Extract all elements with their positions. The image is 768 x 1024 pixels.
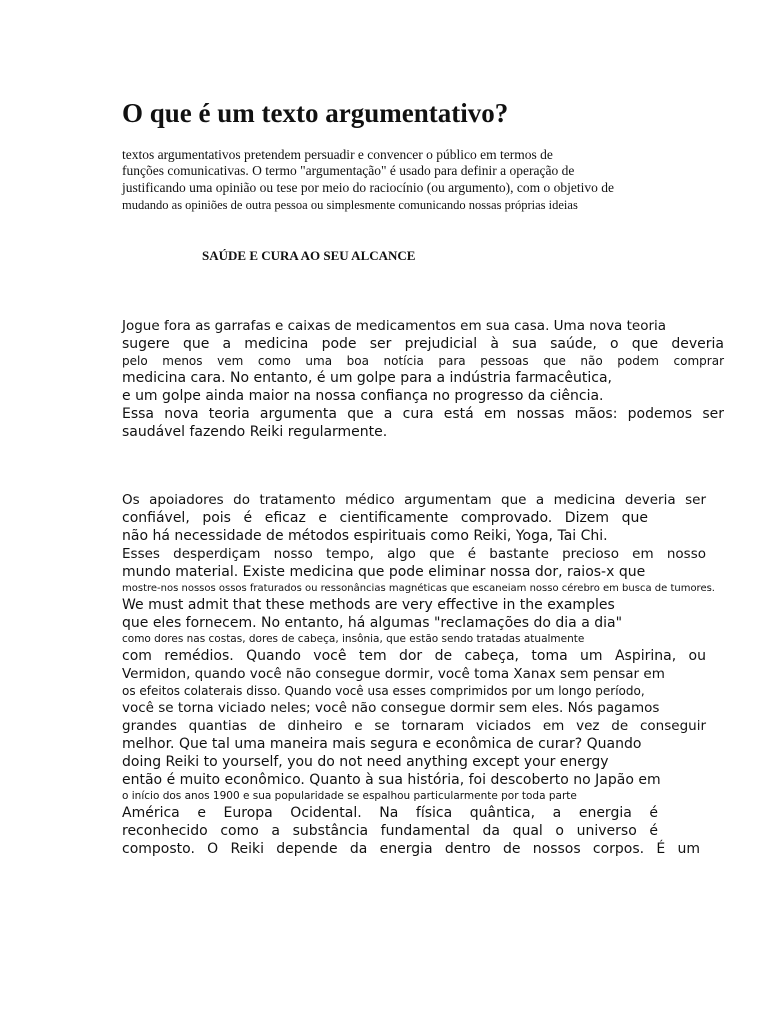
paragraph-line: reconhecido como a substância fundamental da qual o universo é (122, 823, 658, 839)
intro-line: mudando as opiniões de outra pessoa ou simplesmente comunicando nossas próprias ideias (122, 198, 578, 212)
paragraph-line: Jogue fora as garrafas e caixas de medicamentos em sua casa. Uma nova teoria (122, 318, 667, 334)
paragraph-line: então é muito econômico. Quanto à sua história, foi descoberto no Japão em (122, 772, 661, 788)
paragraph-line: com remédios. Quando você tem dor de cabeça, toma um Aspirina, ou (122, 648, 706, 664)
paragraph-line: mostre-nos nossos ossos fraturados ou ressonâncias magnéticas que escaneiam nosso cérebro em busca de tumores. (122, 583, 715, 594)
paragraph-line: sugere que a medicina pode ser prejudicial à sua saúde, o que deveria (122, 336, 724, 352)
paragraph-line: grandes quantias de dinheiro e se tornaram viciados em vez de conseguir (122, 718, 706, 734)
paragraph-line: que eles fornecem. No entanto, há algumas "reclamações do dia a dia" (122, 615, 623, 631)
paragraph-line: América e Europa Ocidental. Na física quântica, a energia é (122, 805, 658, 821)
paragraph-line: Vermidon, quando você não consegue dormir, você toma Xanax sem pensar em (122, 666, 665, 682)
paragraph-line: como dores nas costas, dores de cabeça, insônia, que estão sendo tratadas atualmente (122, 633, 585, 645)
paragraph-line: composto. O Reiki depende da energia dentro de nossos corpos. É um (122, 841, 700, 857)
paragraph-line: Essa nova teoria argumenta que a cura está em nossas mãos: podemos ser (122, 406, 724, 422)
paragraph-line: você se torna viciado neles; você não consegue dormir sem eles. Nós pagamos (122, 700, 660, 716)
paragraph-line: Os apoiadores do tratamento médico argumentam que a medicina deveria ser (122, 492, 706, 508)
paragraph-line: We must admit that these methods are very effective in the examples (122, 597, 615, 613)
paragraph-line: doing Reiki to yourself, you do not need anything except your energy (122, 754, 609, 770)
paragraph-line: não há necessidade de métodos espirituais como Reiki, Yoga, Tai Chi. (122, 528, 608, 544)
paragraph-line: saudável fazendo Reiki regularmente. (122, 424, 388, 440)
paragraph-line: o início dos anos 1900 e sua popularidade se espalhou particularmente por toda parte (122, 790, 577, 802)
paragraph-line: medicina cara. No entanto, é um golpe para a indústria farmacêutica, (122, 370, 612, 386)
paragraph-line: pelo menos vem como uma boa notícia para pessoas que não podem comprar (122, 354, 724, 368)
intro-line: funções comunicativas. O termo "argumentação" é usado para definir a operação de (122, 163, 575, 178)
paragraph-1 (122, 317, 724, 441)
intro-line: justificando uma opinião ou tese por meio do raciocínio (ou argumento), com o objetivo de (122, 180, 615, 195)
paragraph-line: confiável, pois é eficaz e cientificamente comprovado. Dizem que (122, 510, 648, 526)
paragraph-line: e um golpe ainda maior na nossa confiança no progresso da ciência. (122, 388, 604, 404)
paragraph-line: mundo material. Existe medicina que pode eliminar nossa dor, raios-x que (122, 564, 646, 580)
document-title: O que é um texto argumentativo? (122, 98, 509, 128)
section-heading: SAÚDE E CURA AO SEU ALCANCE (202, 248, 416, 263)
intro-line: textos argumentativos pretendem persuadir e convencer o público em termos de (122, 147, 553, 162)
paragraph-line: melhor. Que tal uma maneira mais segura e econômica de curar? Quando (122, 736, 642, 752)
paragraph-line: Esses desperdiçam nosso tempo, algo que é bastante precioso em nosso (122, 546, 706, 562)
paragraph-line: os efeitos colaterais disso. Quando você usa esses comprimidos por um longo período, (122, 684, 645, 698)
paragraph-2 (122, 491, 715, 858)
